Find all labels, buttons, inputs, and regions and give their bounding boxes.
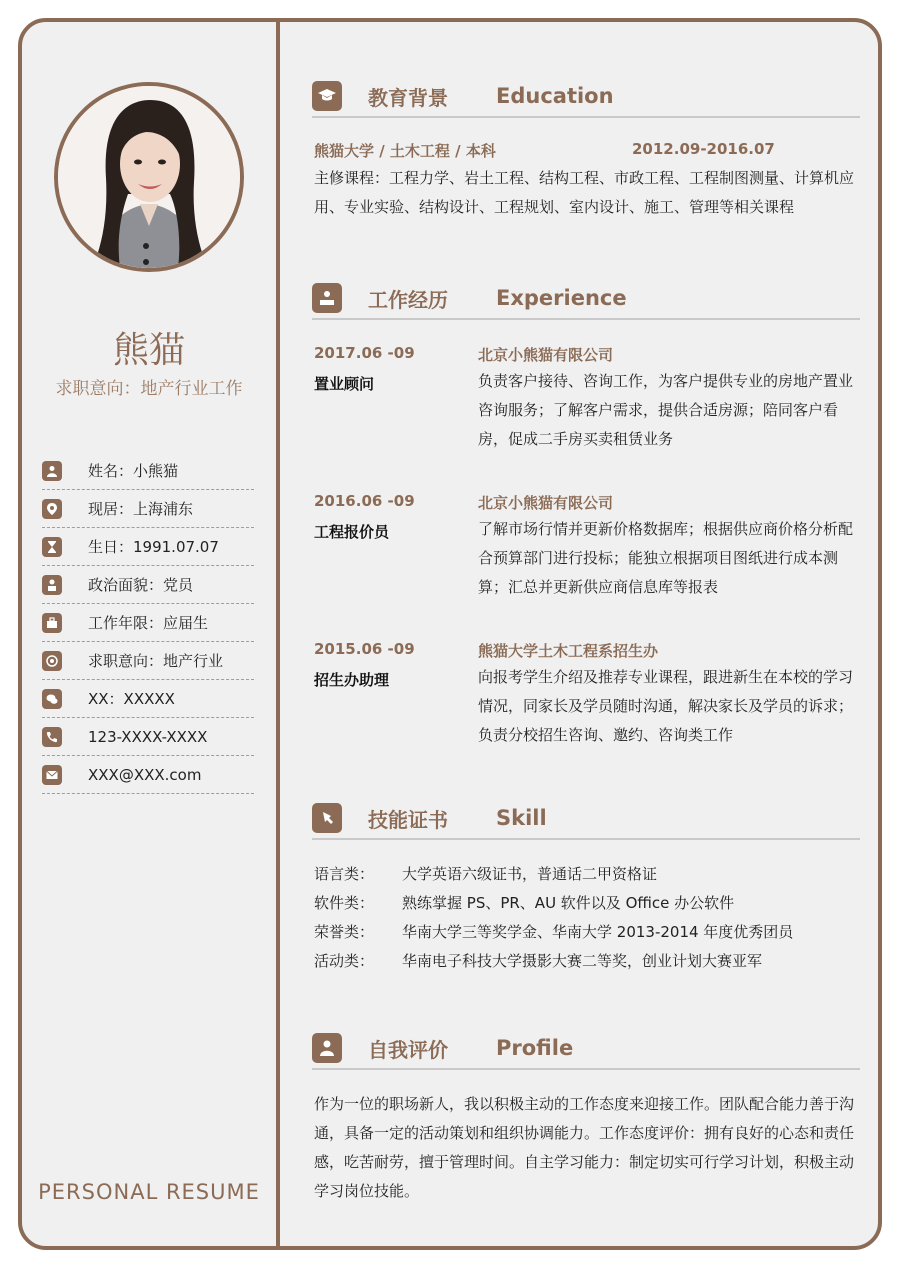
info-text: 求职意向：地产行业 xyxy=(88,652,224,670)
job-date: 2015.06 -09 xyxy=(314,640,415,658)
job-title: 工程报价员 xyxy=(314,523,390,541)
skills-header xyxy=(312,798,860,840)
info-item-years xyxy=(42,604,254,642)
education-header xyxy=(312,76,860,118)
profile-text: 作为一位的职场新人，我以积极主动的工作态度来迎接工作。团队配合能力善于沟通，具备一定的活动策划和组织协调能力。工作态度评价：拥有良好的心态和责任感，吃苦耐劳，擅于管理时间。自主学习能力：制定切实可行学习计划，积极主动学习岗位技能。 xyxy=(314,1095,855,1200)
skill-category: 荣誉类： xyxy=(314,923,375,941)
education-school: 熊猫大学 / 土木工程 / 本科 xyxy=(314,142,496,160)
job-intent: 求职意向：地产行业工作 xyxy=(55,379,243,399)
info-text: 政治面貌：党员 xyxy=(88,576,194,594)
personal-resume-label: PERSONAL RESUME xyxy=(38,1180,260,1204)
job-description: 向报考学生介绍及推荐专业课程，跟进新生在本校的学习情况，同家长及学员随时沟通，解决家长及学员的诉求；负责分校招生咨询、邀约、咨询类工作 xyxy=(478,668,854,744)
job-date: 2016.06 -09 xyxy=(314,492,415,510)
column-divider xyxy=(276,22,280,1246)
target-icon xyxy=(42,651,62,671)
job-item xyxy=(312,486,860,634)
skill-category: 语言类： xyxy=(314,865,375,883)
section-title-cn: 教育背景 xyxy=(368,85,448,110)
experience-section xyxy=(312,278,860,782)
section-title-cn: 工作经历 xyxy=(368,287,448,312)
job-item xyxy=(312,634,860,782)
info-text: 现居：上海浦东 xyxy=(88,500,194,518)
briefcase-icon xyxy=(42,613,62,633)
location-pin-icon xyxy=(42,499,62,519)
skill-row xyxy=(312,947,860,976)
section-title-cn: 自我评价 xyxy=(368,1037,448,1062)
skill-value: 大学英语六级证书，普通话二甲资格证 xyxy=(402,865,658,883)
chat-icon xyxy=(42,689,62,709)
job-company: 北京小熊猫有限公司 xyxy=(478,346,614,364)
mail-icon xyxy=(42,765,62,785)
job-description: 负责客户接待、咨询工作，为客户提供专业的房地产置业咨询服务；了解客户需求，提供合适房源；陪同客户看房，促成二手房买卖租赁业务 xyxy=(478,372,854,448)
skill-category: 活动类： xyxy=(314,952,375,970)
section-title-en: Skill xyxy=(496,806,547,830)
skills-section xyxy=(312,798,860,976)
education-period: 2012.09-2016.07 xyxy=(632,140,775,158)
job-date: 2017.06 -09 xyxy=(314,344,415,362)
section-title-en: Education xyxy=(496,84,614,108)
resume-page xyxy=(18,18,882,1250)
section-title-cn: 技能证书 xyxy=(368,807,448,832)
education-section xyxy=(312,76,860,222)
info-item-phone xyxy=(42,718,254,756)
hand-pointer-icon xyxy=(312,803,342,833)
job-description: 了解市场行情并更新价格数据库；根据供应商价格分析配合预算部门进行投标；能独立根据项目图纸进行成本测算；汇总并更新供应商信息库等报表 xyxy=(478,520,854,596)
personal-info-list xyxy=(42,452,254,794)
info-text: 123-XXXX-XXXX xyxy=(88,727,208,746)
info-text: XXX@XXX.com xyxy=(88,765,202,784)
info-text: 工作年限：应届生 xyxy=(88,614,209,632)
job-item xyxy=(312,338,860,486)
graduation-cap-icon xyxy=(312,81,342,111)
profile-section xyxy=(312,1028,860,1206)
section-title-en: Profile xyxy=(496,1036,574,1060)
presentation-icon xyxy=(312,283,342,313)
hourglass-icon xyxy=(42,537,62,557)
user-icon xyxy=(42,461,62,481)
info-item-intent xyxy=(42,642,254,680)
skill-value: 华南电子科技大学摄影大赛二等奖，创业计划大赛亚军 xyxy=(402,952,763,970)
info-item-chat xyxy=(42,680,254,718)
info-item-email xyxy=(42,756,254,794)
job-title: 招生办助理 xyxy=(314,671,390,689)
experience-header xyxy=(312,278,860,320)
skill-list xyxy=(312,860,860,976)
skill-value: 熟练掌握 PS、PR、AU 软件以及 Office 办公软件 xyxy=(402,894,735,912)
job-company: 北京小熊猫有限公司 xyxy=(478,494,614,512)
info-text: 姓名：小熊猫 xyxy=(88,462,179,480)
user-icon xyxy=(312,1033,342,1063)
profile-photo xyxy=(54,82,244,272)
job-title: 置业顾问 xyxy=(314,375,375,393)
info-text: 生日：1991.07.07 xyxy=(88,538,219,556)
candidate-name: 熊猫 xyxy=(112,330,185,371)
education-courses: 主修课程：工程力学、岩土工程、结构工程、市政工程、工程制图测量、计算机应用、专业实验、结构设计、工程规划、室内设计、施工、管理等相关课程 xyxy=(314,169,855,216)
info-item-birthday xyxy=(42,528,254,566)
skill-value: 华南大学三等奖学金、华南大学 2013-2014 年度优秀团员 xyxy=(402,923,794,941)
skill-category: 软件类： xyxy=(314,894,375,912)
person-badge-icon xyxy=(42,575,62,595)
phone-icon xyxy=(42,727,62,747)
skill-row xyxy=(312,918,860,947)
info-item-political xyxy=(42,566,254,604)
skill-row xyxy=(312,889,860,918)
info-item-residence xyxy=(42,490,254,528)
section-title-en: Experience xyxy=(496,286,627,310)
job-company: 熊猫大学土木工程系招生办 xyxy=(478,642,659,660)
info-item-name xyxy=(42,452,254,490)
profile-header xyxy=(312,1028,860,1070)
info-text: XX：XXXXX xyxy=(88,690,175,708)
job-list xyxy=(312,338,860,782)
skill-row xyxy=(312,860,860,889)
